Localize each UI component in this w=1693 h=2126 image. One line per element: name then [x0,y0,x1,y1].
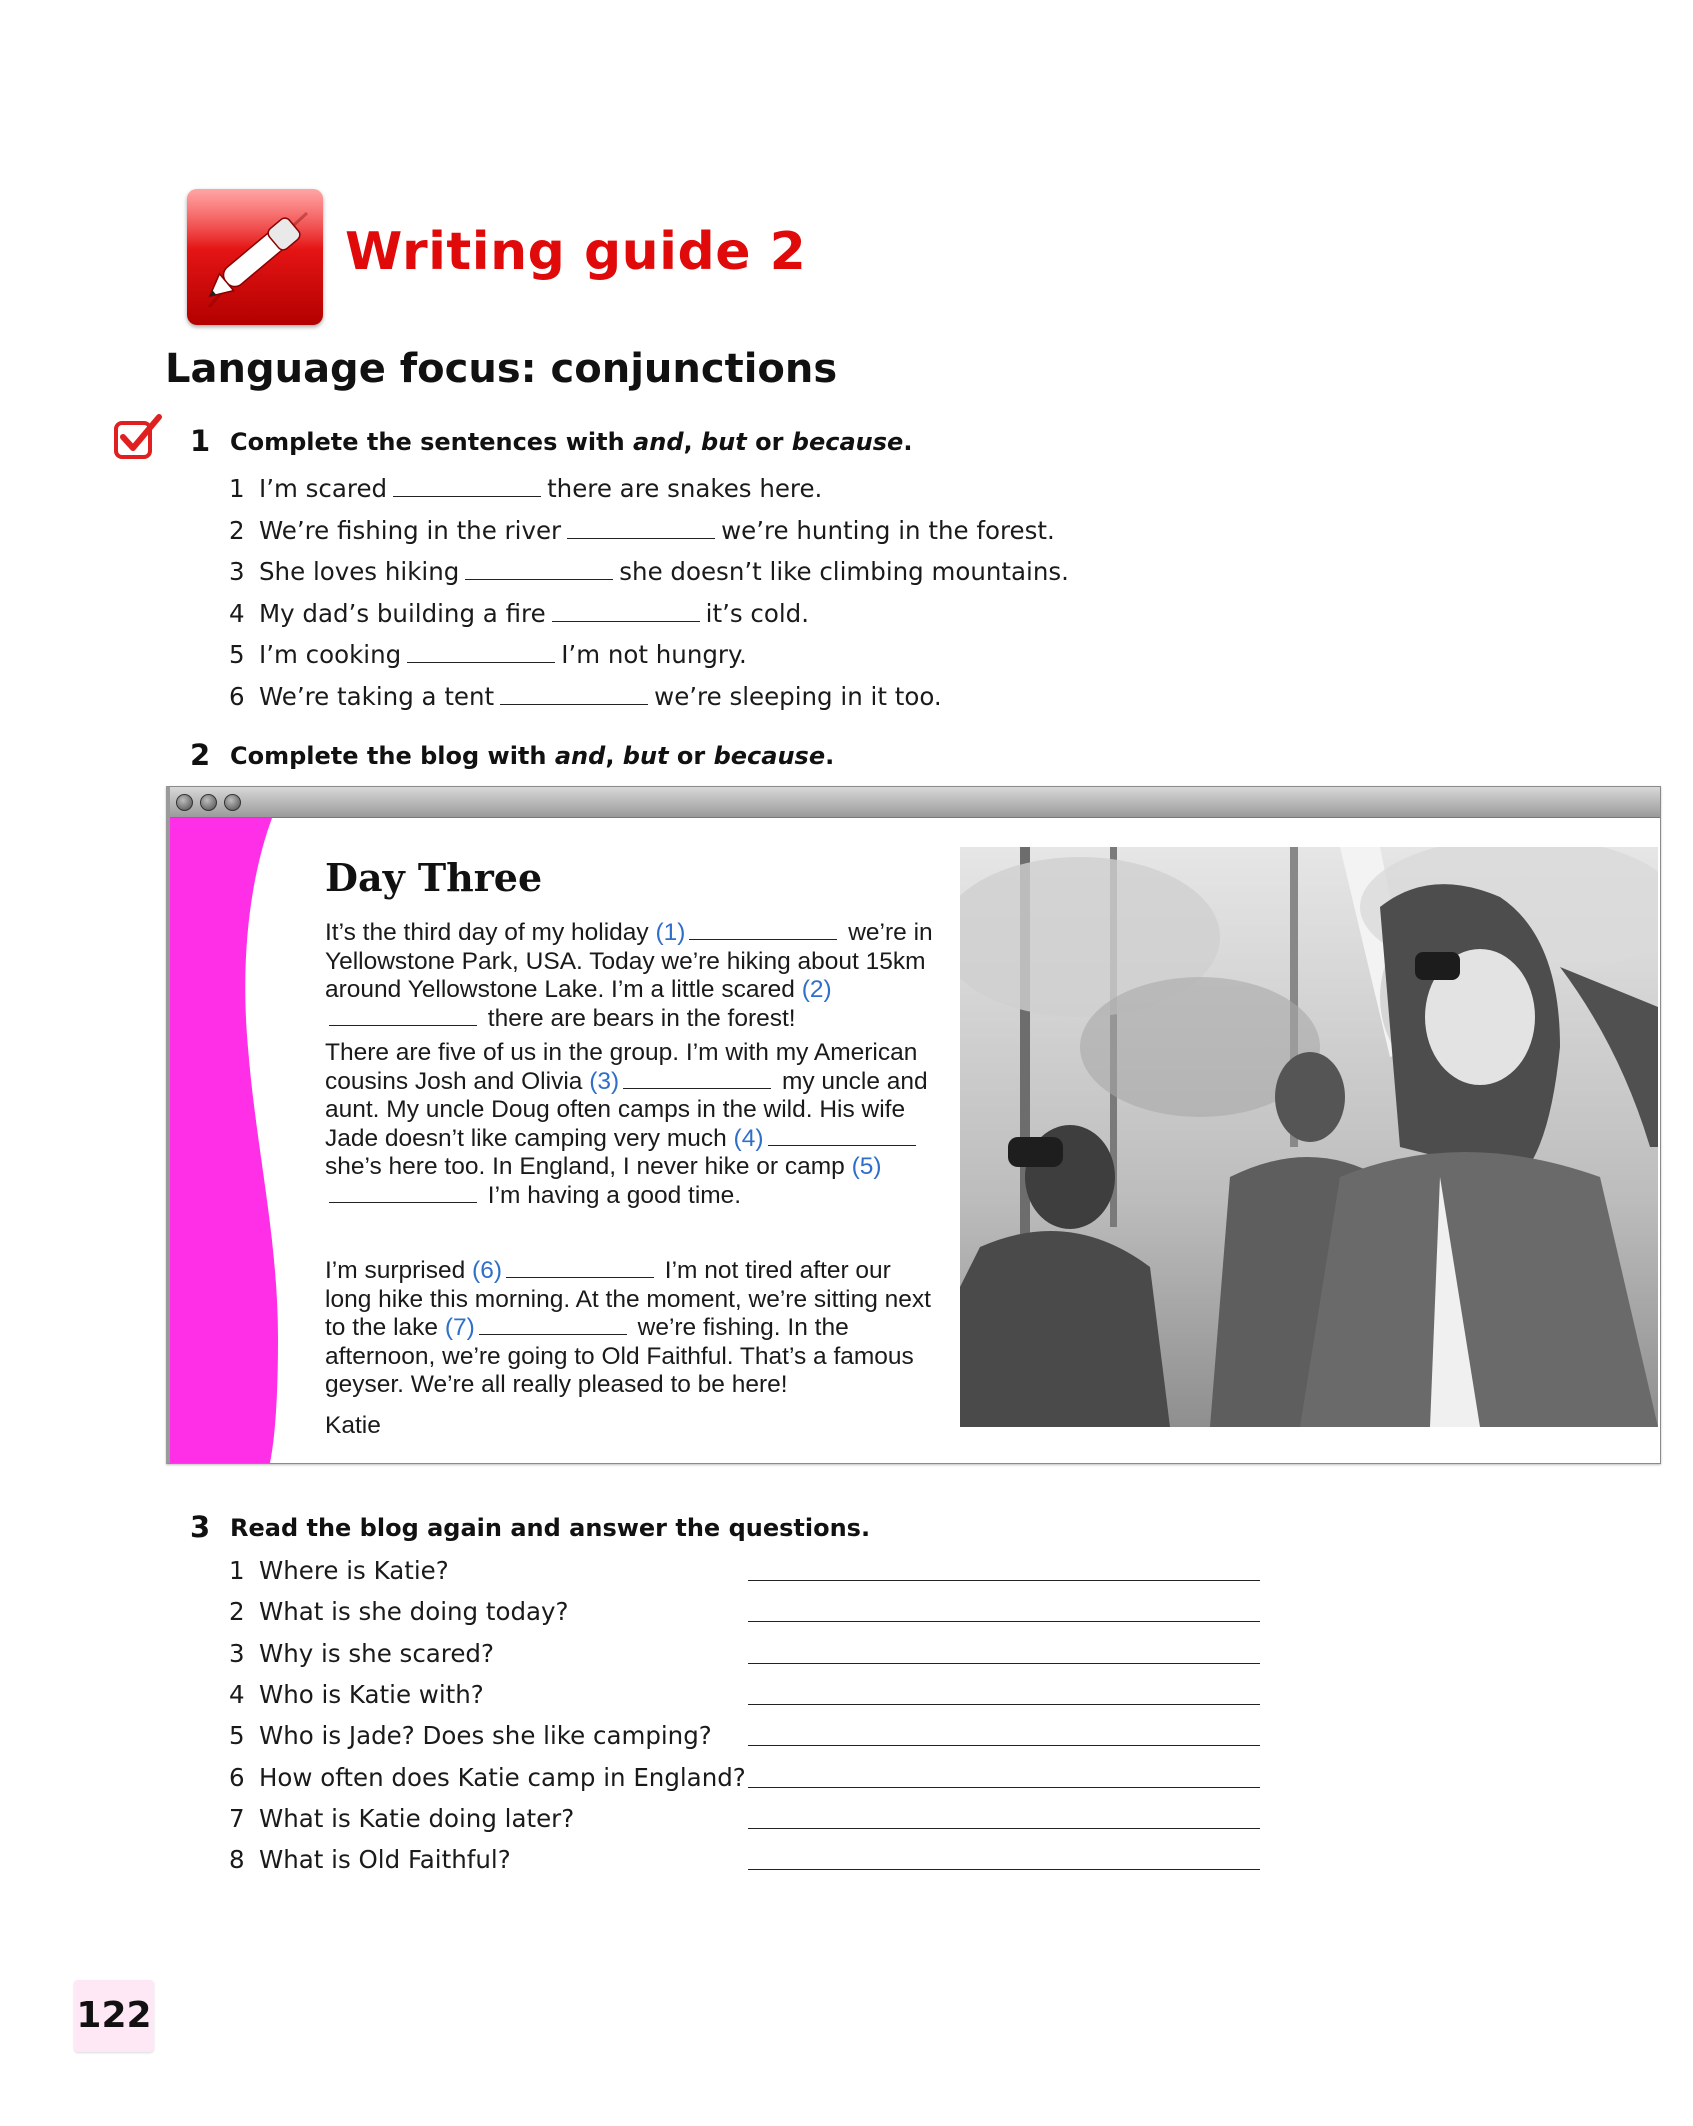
window-zoom-button[interactable] [224,794,241,811]
item-number: 8 [229,1845,245,1875]
sentence-start: We’re taking a tent [259,681,495,711]
answer-blank[interactable] [479,1314,627,1335]
text: we’re fishing. In the afternoon, we’re going to Old Faithful. That’s a famous geyser. We’re all really pleased to be here! [325,1314,914,1398]
word-or: or [668,742,714,770]
question-text: What is she doing today? [259,1597,569,1627]
word-and: and [554,742,606,770]
item-number: 2 [229,515,245,545]
sentence-item [229,516,1055,545]
period: . [903,428,913,456]
sentence-end: it’s cold. [705,598,810,628]
item-number: 5 [229,640,245,669]
answer-blank[interactable] [407,640,555,663]
text: There are five of us in the group. I’m with my American cousins Josh and Olivia [325,1039,918,1095]
window-minimize-button[interactable] [200,794,217,811]
question-text: Why is she scared? [259,1638,494,1668]
question-item [229,1597,569,1626]
question-item [229,1556,449,1585]
text: she’s here too. In England, I never hike or camp [325,1153,852,1180]
word-or: or [746,428,792,456]
answer-line[interactable] [748,1810,1260,1829]
exercise-2-number: 2 [190,738,211,772]
text: It’s the third day of my holiday [325,919,656,946]
sentence-start: I’m cooking [259,640,402,669]
page-number: 122 [74,1980,154,2052]
window-titlebar [170,787,1660,818]
text: I’m having a good time. [481,1181,742,1209]
sentence-item [229,640,747,669]
blog-paragraph-2 [325,1039,935,1210]
answer-blank[interactable] [506,1257,654,1278]
item-number: 2 [229,1597,245,1627]
question-item [229,1680,484,1709]
blog-window [166,786,1661,1464]
page-title: Writing guide 2 [345,222,807,282]
text: I’m not tired after our long hike this morning. At the moment, we’re sitting next to the lake [325,1257,931,1341]
answer-blank[interactable] [768,1125,916,1146]
checkbox-tick-icon [113,413,165,461]
text: my uncle and aunt. My uncle Doug often camps in the wild. His wife Jade doesn’t like camping very much [325,1067,928,1152]
answer-line[interactable] [748,1727,1260,1746]
item-number: 1 [229,1556,245,1585]
question-text: Who is Katie with? [259,1679,484,1709]
question-text: Where is Katie? [259,1556,449,1585]
answer-blank[interactable] [465,557,613,580]
item-number: 6 [229,681,245,711]
blog-paragraph-3 [325,1257,935,1400]
word-because: because [713,742,826,770]
exercise-1-number: 1 [190,424,211,458]
sentence-start: My dad’s building a fire [259,598,546,628]
answer-line[interactable] [748,1851,1260,1870]
question-item [229,1639,494,1668]
pen-icon [187,189,323,325]
sentence-end: she doesn’t like climbing mountains. [619,557,1069,586]
sentence-start: We’re fishing in the river [259,515,562,545]
gap-number: (7) [444,1314,475,1341]
sentence-item [229,682,942,711]
sentence-item [229,474,822,503]
question-text: What is Old Faithful? [259,1845,511,1875]
answer-line[interactable] [748,1562,1260,1581]
blog-title: Day Three [325,855,543,900]
sentence-start: I’m scared [259,474,388,503]
instruction-text: Complete the blog with [230,742,555,770]
sentence-end: we’re sleeping in it too. [654,681,942,711]
gap-number: (6) [472,1257,502,1284]
sentence-end: I’m not hungry. [561,640,747,669]
item-number: 7 [229,1803,245,1833]
word-but: but [622,742,669,770]
sentence-start: She loves hiking [259,557,460,586]
answer-blank[interactable] [500,682,648,705]
exercise-2-instruction: Complete the blog with and, but or because. [230,742,835,770]
item-number: 6 [229,1762,245,1792]
item-number: 5 [229,1721,245,1751]
exercise-3-instruction: Read the blog again and answer the questions. [230,1514,871,1542]
gap-number: (1) [655,919,686,946]
answer-line[interactable] [748,1686,1260,1705]
answer-line[interactable] [748,1769,1260,1788]
answer-line[interactable] [748,1645,1260,1664]
answer-blank[interactable] [623,1068,771,1089]
pink-decorative-band [170,818,290,1463]
question-text: How often does Katie camp in England? [259,1762,746,1792]
item-number: 4 [229,1679,245,1709]
question-item [229,1763,746,1792]
question-item [229,1721,712,1750]
item-number: 3 [229,1638,245,1668]
word-because: because [791,428,904,456]
word-but: but [700,428,747,456]
word-and: and [633,428,684,456]
exercise-1-instruction: Complete the sentences with and, but or because. [230,428,913,456]
sentence-item [229,557,1069,586]
answer-line[interactable] [748,1603,1260,1622]
gap-number: (5) [851,1153,882,1180]
item-number: 4 [229,598,245,628]
answer-blank[interactable] [329,1182,477,1203]
sentence-end: there are snakes here. [547,474,823,503]
question-item [229,1804,574,1833]
blog-signature: Katie [325,1412,381,1439]
instruction-text: Complete the sentences with [230,428,634,456]
question-text: What is Katie doing later? [259,1803,575,1833]
section-title: Language focus: conjunctions [165,346,838,392]
text: there are bears in the forest! [481,1004,796,1032]
answer-blank[interactable] [393,474,541,497]
sentence-item [229,599,809,628]
photo-girls-with-binoculars [960,847,1658,1427]
answer-blank[interactable] [567,516,715,539]
text: we’re in Yellowstone Park, USA. Today we’re hiking about 15km around Yellowstone Lake. I’m a little scared [325,919,933,1003]
blog-paragraph-1 [325,919,935,1033]
item-number: 3 [229,557,245,586]
gap-number: (2) [801,976,832,1003]
answer-blank[interactable] [329,1005,477,1026]
text: I’m surprised [325,1257,473,1284]
gap-number: (4) [733,1124,764,1152]
period: . [825,742,835,770]
answer-blank[interactable] [689,919,837,940]
exercise-3-number: 3 [190,1510,211,1544]
sentence-end: we’re hunting in the forest. [721,515,1055,545]
question-item [229,1845,511,1874]
question-text: Who is Jade? Does she like camping? [259,1721,712,1751]
window-close-button[interactable] [176,794,193,811]
item-number: 1 [229,474,245,503]
gap-number: (3) [589,1067,620,1095]
answer-blank[interactable] [552,599,700,622]
